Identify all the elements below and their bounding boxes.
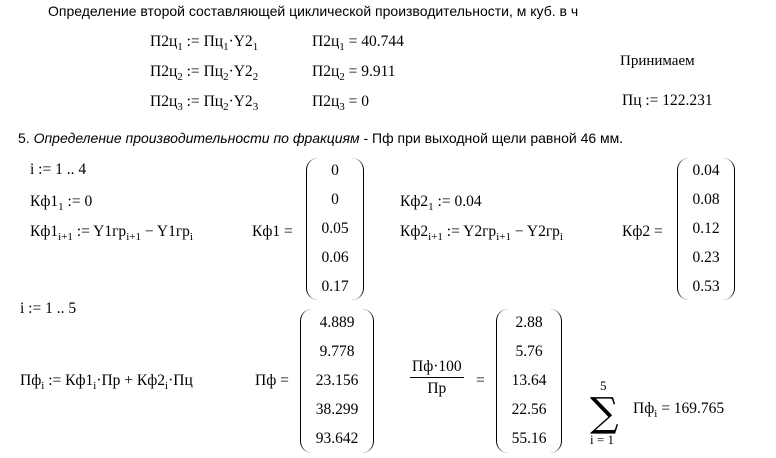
matrix-cell: 0.12 (692, 220, 720, 237)
p2-definition: $П2ц_1$ := $Пц_1\cdot Y2_1$ (150, 33, 259, 53)
matrix-cell: 0.05 (321, 220, 349, 237)
sigma-symbol: ∑ (590, 390, 619, 436)
kf2-label: Кф2 = (622, 223, 663, 240)
pc-assignment: Пц := 122.231 (622, 92, 713, 109)
fraction-denominator: Пр (427, 380, 447, 397)
pct-matrix (496, 309, 562, 453)
section-number: 5. (18, 130, 34, 146)
matrix-cell: 0 (331, 191, 339, 208)
p2-result: $П2ц_1 = 40.744$ (312, 33, 404, 53)
sum-lower: i = 1 (590, 432, 614, 447)
matrix-cell: 0.23 (692, 249, 720, 266)
kf2-recurrence: $Кф2_{i+1}$ := $Y2гр_{i+1} - Y2гр_i$ (400, 223, 563, 243)
matrix-cell: 38.299 (315, 401, 359, 418)
p2-definition: $П2ц_3$ := $Пц_2\cdot Y2_3$ (150, 93, 259, 113)
p2-result: $П2ц_2 = 9.911$ (312, 63, 396, 83)
fraction-numerator: Пф·100 (410, 358, 464, 378)
pf-label: Пф = (255, 372, 289, 389)
section-5-heading (18, 130, 623, 146)
kf1-matrix (306, 158, 364, 300)
matrix-cell: 9.778 (319, 343, 355, 360)
matrix-cell: 55.16 (511, 430, 547, 447)
matrix-cell: 0 (331, 162, 339, 179)
range-i-1-5: i := 1 .. 5 (20, 300, 77, 317)
range-i-1-4: i := 1 .. 4 (30, 161, 87, 178)
matrix-cell: 22.56 (511, 401, 547, 418)
accept-label: Принимаем (620, 53, 695, 69)
matrix-cell: 4.889 (319, 314, 355, 331)
matrix-cell: 5.76 (515, 343, 543, 360)
kf2-init: $Кф2_1$ := 0.04 (400, 193, 482, 213)
matrix-cell: 13.64 (511, 372, 547, 389)
matrix-cell: 0.04 (692, 162, 720, 179)
heading-second-component: Определение второй составляющей циклической производительности, м куб. в ч (48, 3, 579, 19)
kf2-matrix (677, 158, 735, 300)
sum-result: $Пф_i = 169.765$ (633, 400, 725, 420)
pf-formula: $Пф_i$ := $Кф1_i\cdot Пр + Кф2_i\cdot Пц$ (20, 372, 193, 392)
pf-matrix (300, 309, 374, 453)
p2-definition: $П2ц_2$ := $Пц_2\cdot Y2_2$ (150, 63, 259, 83)
matrix-cell: 0.08 (692, 191, 720, 208)
matrix-cell: 93.642 (315, 430, 359, 447)
kf1-label: Кф1 = (252, 223, 293, 240)
matrix-cell: 2.88 (515, 314, 543, 331)
matrix-cell: 0.06 (321, 249, 349, 266)
kf1-init: $Кф1_1$ := 0 (30, 193, 93, 213)
sum-upper: 5 (600, 378, 607, 393)
matrix-cell: 0.53 (692, 278, 720, 295)
fraction-equals: = (476, 372, 485, 389)
matrix-cell: 23.156 (315, 372, 359, 389)
kf1-recurrence: $Кф1_{i+1}$ := $Y1гр_{i+1} - Y1гр_i$ (30, 223, 193, 243)
section-title: Определение производительности по фракциям (33, 130, 360, 146)
p2-result: $П2ц_3 = 0$ (312, 93, 369, 113)
matrix-cell: 0.17 (321, 278, 349, 295)
pf-percent-fraction (410, 358, 464, 398)
section-rest: - Пф при выходной щели равной 46 мм. (359, 130, 624, 146)
